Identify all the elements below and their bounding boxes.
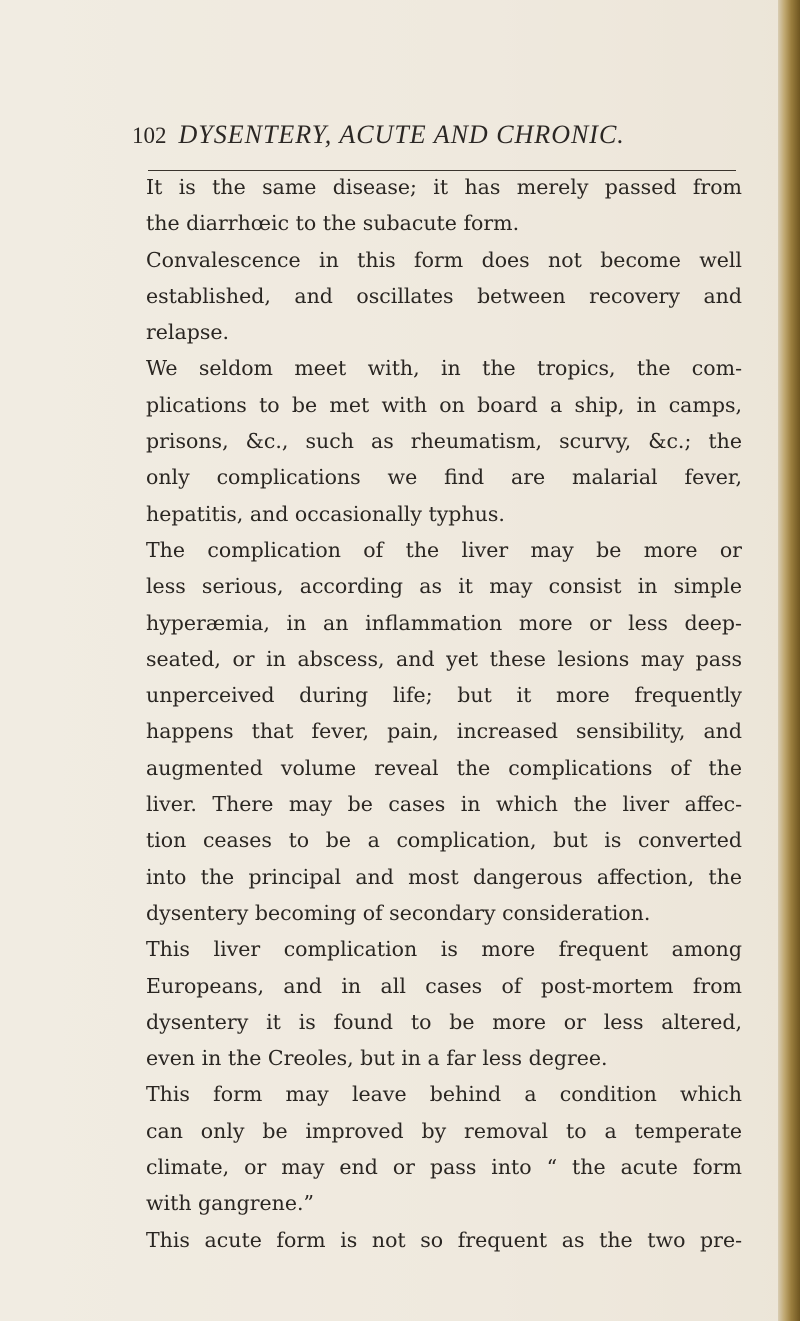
text-line: dysentery it is found to be more or less altered, — [146, 1009, 742, 1034]
text-line: Convalescence in this form does not become well — [146, 247, 742, 272]
text-line: liver. There may be cases in which the liver affec- — [146, 792, 742, 817]
page-number: 102 — [132, 123, 167, 148]
text-line: unperceived during life; but it more frequently — [146, 683, 742, 708]
text-line: tion ceases to be a complication, but is converted — [146, 828, 742, 853]
page-edge — [778, 0, 800, 1321]
text-line: It is the same disease; it has merely passed from — [146, 175, 742, 199]
text-line: only complications we find are malarial fever, — [146, 465, 742, 490]
text-line: seated, or in abscess, and yet these lesions may pass — [146, 646, 742, 671]
text-line: hepatitis, and occasionally typhus. — [146, 501, 505, 526]
text-line: prisons, &c., such as rheumatism, scurvy, &c.; the — [146, 429, 742, 454]
text-line: relapse. — [146, 320, 230, 345]
running-head: DYSENTERY, ACUTE AND CHRONIC. — [178, 120, 625, 149]
text-line: can only be improved by removal to a temperate — [146, 1118, 742, 1143]
text-line: the diarrhœic to the subacute form. — [146, 211, 520, 236]
page-header — [132, 120, 752, 160]
text-line: climate, or may end or pass into “ the acute form — [146, 1155, 742, 1180]
text-line: established, and oscillates between recovery and — [146, 283, 742, 308]
text-line: This form may leave behind a condition which — [146, 1082, 742, 1107]
text-line: We seldom meet with, in the tropics, the com- — [146, 356, 742, 381]
text-line: This liver complication is more frequent among — [146, 937, 742, 962]
text-line: The complication of the liver may be more or — [146, 537, 742, 562]
text-line: plications to be met with on board a ship, in camps, — [146, 392, 742, 417]
text-line: dysentery becoming of secondary consideration. — [146, 900, 651, 925]
text-line: into the principal and most dangerous affection, the — [146, 864, 742, 889]
text-line: hyperæmia, in an inflammation more or less deep- — [146, 610, 742, 635]
text-line: augmented volume reveal the complications of the — [146, 755, 742, 780]
text-line: This acute form is not so frequent as the two pre- — [146, 1227, 742, 1252]
text-line: happens that fever, pain, increased sensibility, and — [146, 719, 742, 744]
text-line: with gangrene.” — [146, 1191, 314, 1216]
text-line: less serious, according as it may consist in simple — [146, 574, 742, 599]
text-line: Europeans, and in all cases of post-mortem from — [146, 973, 742, 998]
text-line: even in the Creoles, but in a far less degree. — [146, 1046, 608, 1071]
body-text — [146, 169, 742, 1258]
